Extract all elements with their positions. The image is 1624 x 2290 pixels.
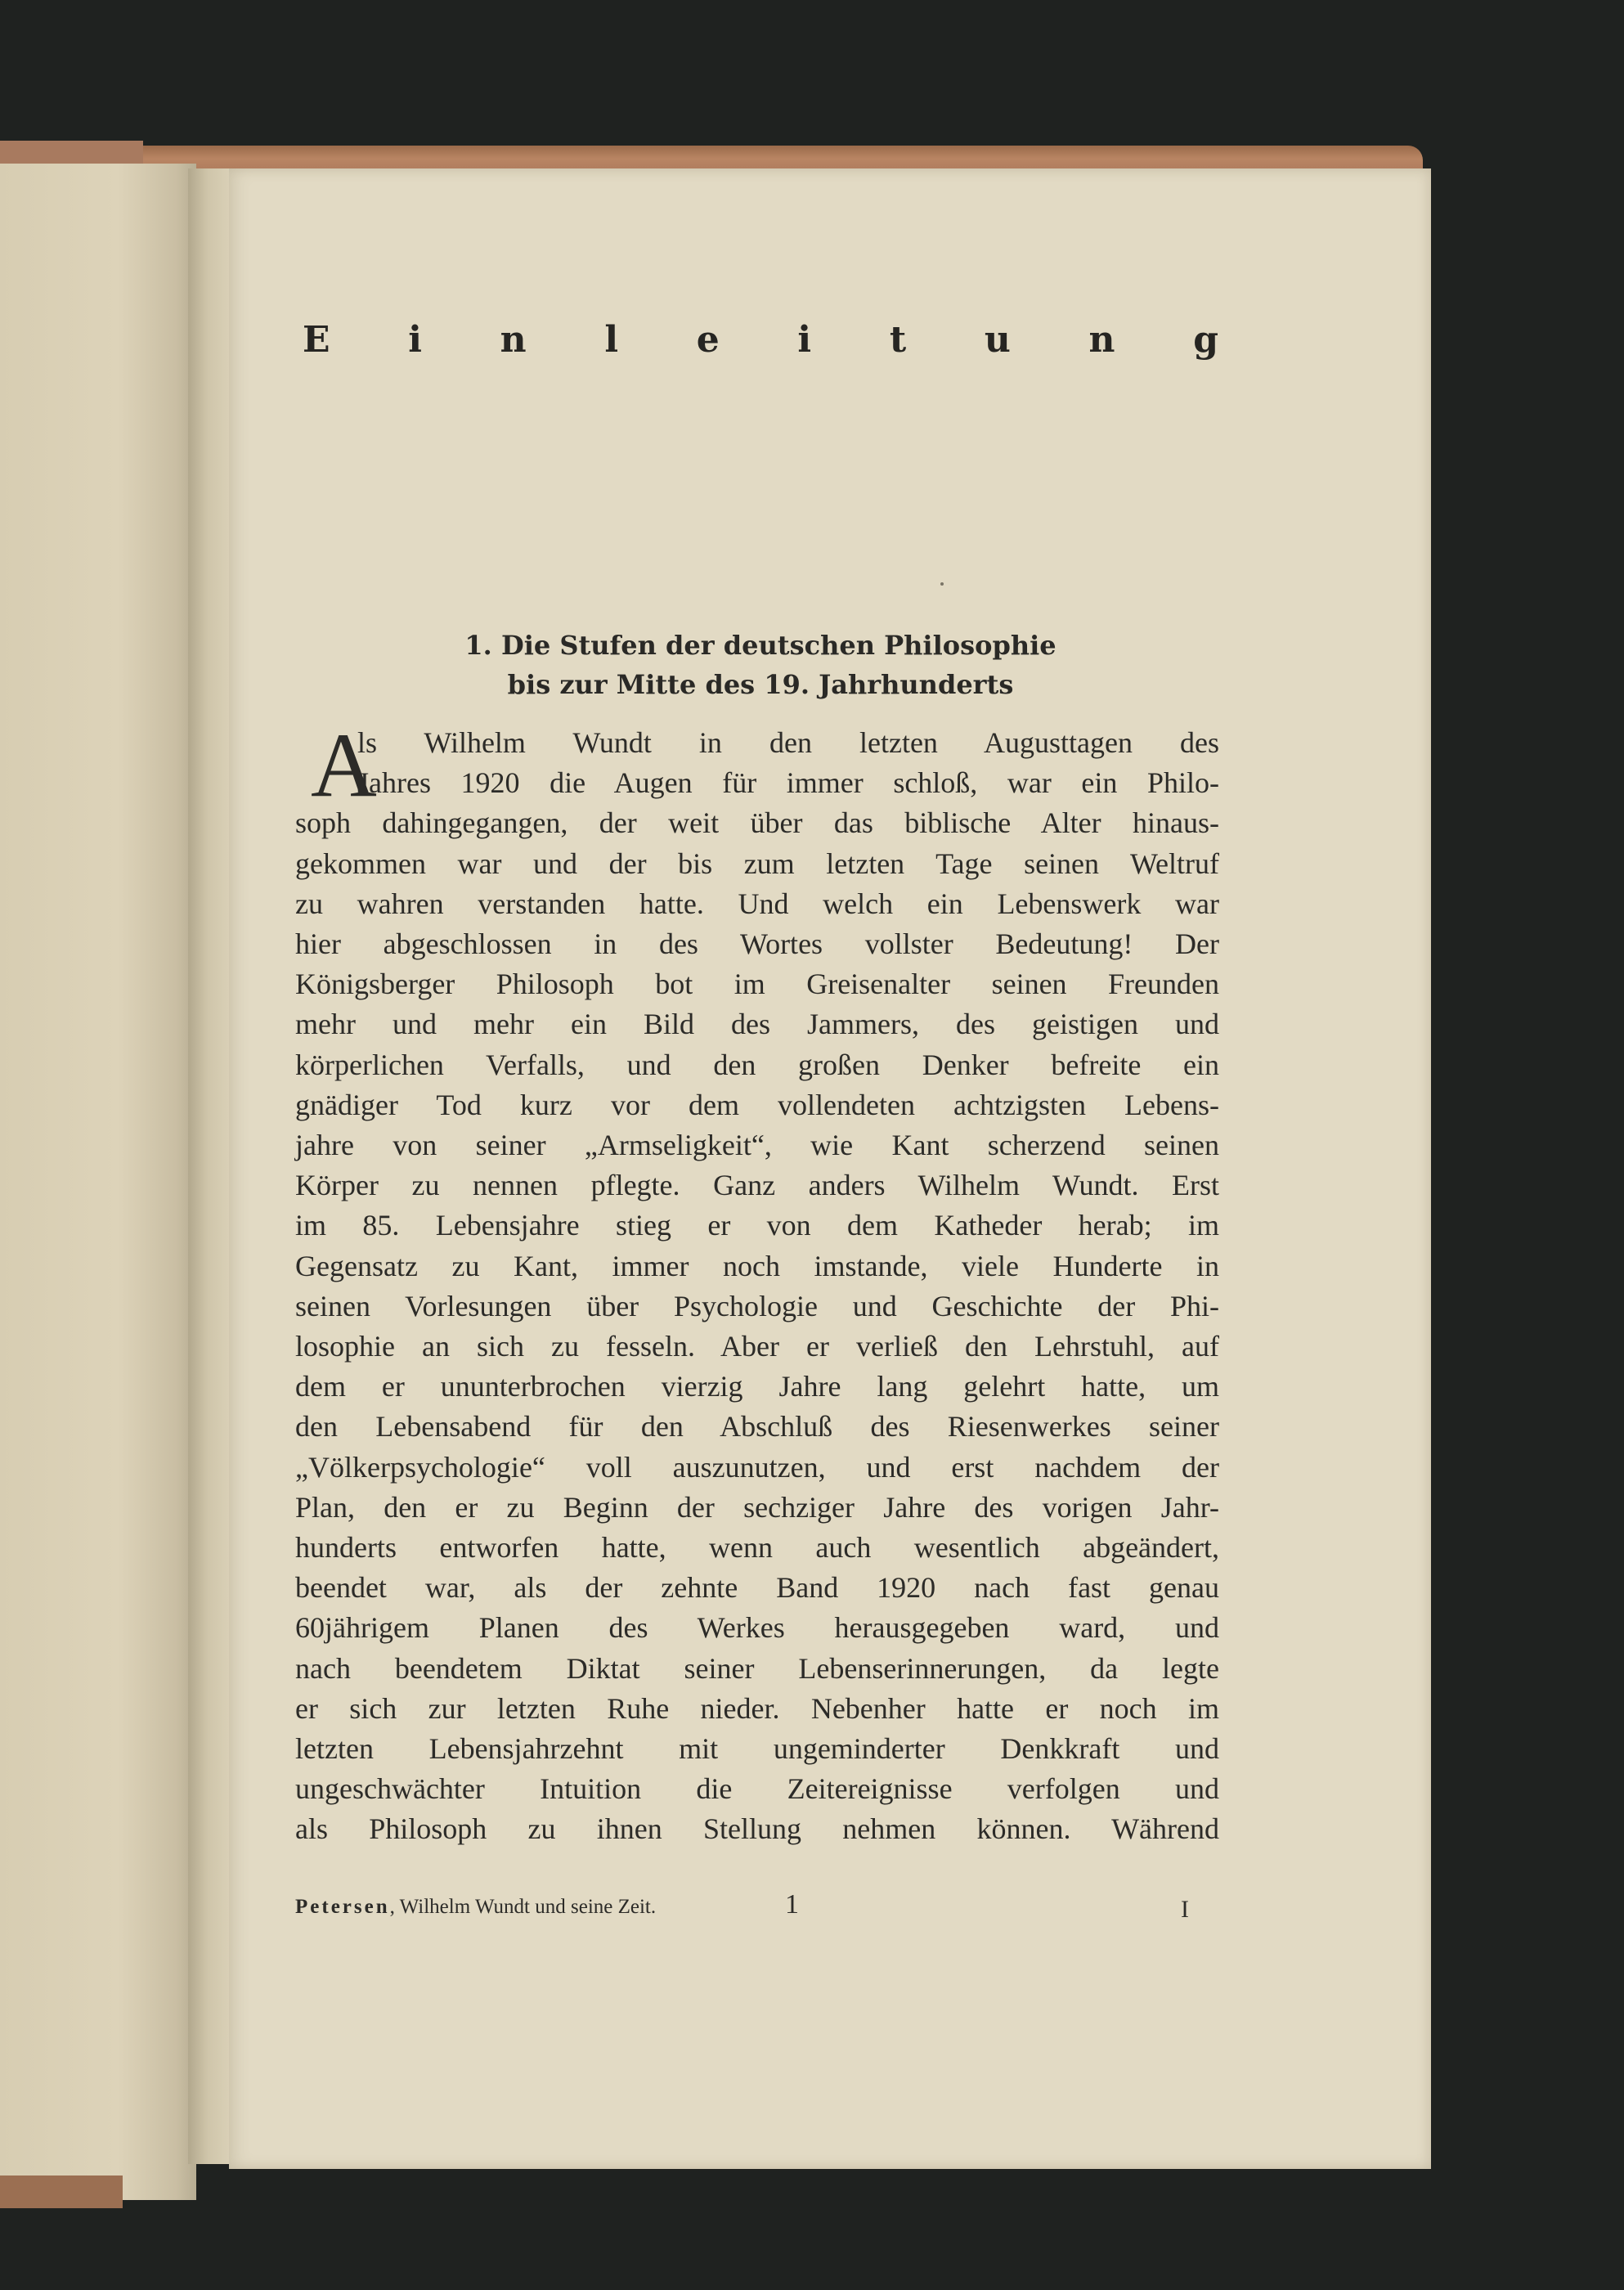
text-line: nach beendetem Diktat seiner Lebenserinnerungen, da legte: [295, 1651, 1219, 1685]
paper-speck: [940, 582, 944, 586]
text-line: Plan, den er zu Beginn der sechziger Jahre des vorigen Jahr-: [295, 1490, 1219, 1524]
text-line: losophie an sich zu fesseln. Aber er verließ den Lehrstuhl, auf: [295, 1330, 1219, 1363]
heading-letter: E: [303, 319, 330, 361]
text-line: jahre von seiner „Armseligkeit“, wie Kant scherzend seinen: [295, 1129, 1219, 1162]
text-line: hunderts entworfen hatte, wenn auch wesentlich abgeändert,: [295, 1531, 1219, 1565]
heading-letter: u: [984, 319, 1011, 361]
heading-letter: i: [797, 319, 812, 361]
footer-citation: [295, 1896, 656, 1919]
text-line: er sich zur letzten Ruhe nieder. Nebenher hatte er noch im: [295, 1691, 1219, 1725]
heading-letter: g: [1193, 319, 1218, 361]
section-title-line-1: 1. Die Stufen der deutschen Philosophie: [464, 630, 1056, 661]
page-number: I: [1181, 1896, 1189, 1923]
left-page: [0, 164, 196, 2200]
chapter-heading: [303, 319, 1218, 361]
text-line: gnädiger Tod kurz vor dem vollendeten achtzigsten Lebens-: [295, 1088, 1219, 1121]
text-line: Jahres 1920 die Augen für immer schloß, war ein Philo-: [357, 766, 1219, 800]
text-line: als Philosoph zu ihnen Stellung nehmen können. Während: [295, 1812, 1219, 1846]
text-line: hier abgeschlossen in des Wortes vollster Bedeutung! Der: [295, 927, 1219, 961]
text-line: ungeschwächter Intuition die Zeitereignisse verfolgen und: [295, 1772, 1219, 1806]
section-title: [294, 626, 1227, 704]
text-line: mehr und mehr ein Bild des Jammers, des geistigen und: [295, 1008, 1219, 1041]
heading-letter: t: [889, 319, 907, 361]
text-line: Körper zu nennen pflegte. Ganz anders Wilhelm Wundt. Erst: [295, 1169, 1219, 1202]
text-line: ls Wilhelm Wundt in den letzten Augusttagen des: [357, 726, 1219, 759]
text-line: soph dahingegangen, der weit über das biblische Alter hinaus-: [295, 806, 1219, 840]
text-line: 60jährigem Planen des Werkes herausgegeben ward, und: [295, 1611, 1219, 1645]
heading-letter: n: [1088, 319, 1115, 361]
text-line: im 85. Lebensjahre stieg er von dem Katheder herab; im: [295, 1209, 1219, 1242]
heading-letter: n: [500, 319, 527, 361]
text-line: beendet war, als der zehnte Band 1920 nach fast genau: [295, 1571, 1219, 1605]
text-line: „Völkerpsychologie“ voll auszunutzen, und erst nachdem der: [295, 1450, 1219, 1484]
text-line: Königsberger Philosoph bot im Greisenalter seinen Freunden: [295, 968, 1219, 1001]
book-cover-bottom: [0, 2176, 123, 2208]
text-line: den Lebensabend für den Abschluß des Riesenwerkes seiner: [295, 1410, 1219, 1444]
text-line: dem er ununterbrochen vierzig Jahre lang gelehrt hatte, um: [295, 1370, 1219, 1403]
text-line: gekommen war und der bis zum letzten Tage seinen Weltruf: [295, 846, 1219, 880]
text-line: letzten Lebensjahrzehnt mit ungeminderter Denkkraft und: [295, 1732, 1219, 1766]
heading-letter: i: [408, 319, 422, 361]
text-line: Gegensatz zu Kant, immer noch imstande, viele Hunderte in: [295, 1249, 1219, 1282]
body-paragraph: [295, 723, 1219, 1850]
text-line: seinen Vorlesungen über Psychologie und Geschichte der Phi-: [295, 1289, 1219, 1322]
footer-author: Petersen: [295, 1896, 390, 1918]
text-line: körperlichen Verfalls, und den großen Denker befreite ein: [295, 1048, 1219, 1081]
heading-letter: e: [696, 319, 720, 361]
heading-letter: l: [604, 319, 619, 361]
section-title-line-2: bis zur Mitte des 19. Jahrhunderts: [507, 669, 1014, 700]
footer-signature-mark: 1: [785, 1889, 799, 1920]
drop-cap: A: [311, 715, 377, 816]
text-line: zu wahren verstanden hatte. Und welch ein Lebenswerk war: [295, 887, 1219, 920]
footer-title: , Wilhelm Wundt und seine Zeit.: [389, 1896, 657, 1918]
